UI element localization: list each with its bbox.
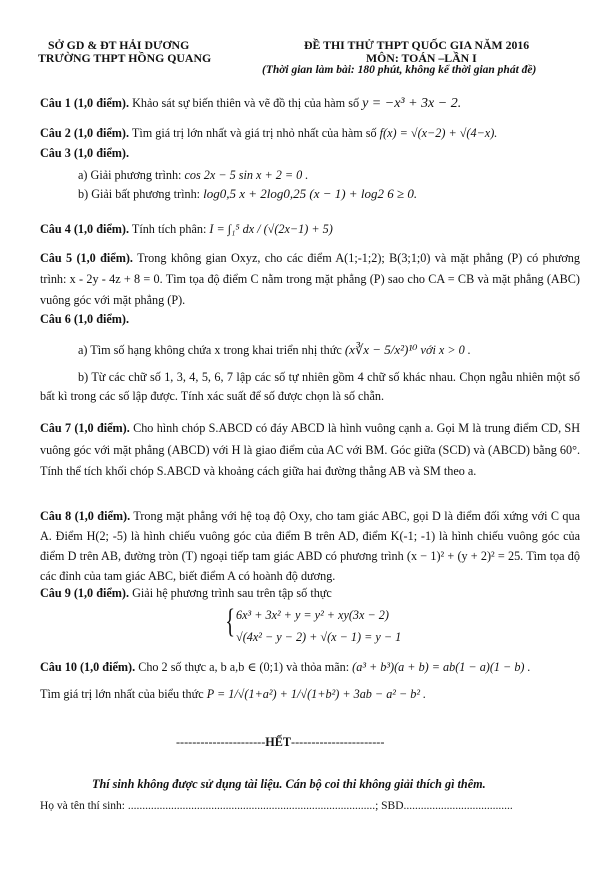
- exam-duration: (Thời gian làm bài: 180 phút, không kể thời gian phát đề): [262, 64, 537, 76]
- part-text: Giải phương trình:: [90, 168, 182, 182]
- question-text: Cho 2 số thực a, b a,b ∈ (0;1) và thỏa mãn:: [138, 660, 350, 674]
- question-text: Tính tích phân:: [131, 222, 207, 236]
- part-label: a): [78, 168, 88, 182]
- question-text: Cho hình chóp S.ABCD có đáy ABCD là hình vuông cạnh a. Gọi M là trung điểm CD, SH vuông góc với mặt phẳng (ABCD) với H là giao điểm của AC với BM. Góc giữa (SCD) và (ABCD) bằng 60°. Tính thể tích khối chóp S.ABCD và khoảng cách giữa hai đường thẳng AB và SM theo a.: [40, 421, 580, 478]
- question-10: [40, 660, 531, 675]
- end-dashes-right: -----------------------: [291, 735, 385, 749]
- question-text: Tìm giá trị lớn nhất và giá trị nhỏ nhất của hàm số: [131, 126, 377, 140]
- question-10-part-2: [40, 687, 426, 702]
- system-brace: {: [225, 603, 236, 640]
- question-3b: [78, 186, 417, 202]
- part-formula: (x∛x − 5/x²)¹⁰: [344, 342, 418, 357]
- part-text: a) Tìm số hạng không chứa x trong khai triển nhị thức: [78, 343, 342, 357]
- question-formula: f(x) = √(x−2) + √(4−x).: [379, 126, 498, 140]
- end-dashes-left: ----------------------: [176, 735, 266, 749]
- question-label: Câu 5 (1,0 điểm).: [40, 251, 133, 265]
- question-text: Trong không gian Oxyz, cho các điểm A(1;-1;2); B(3;1;0) và mặt phẳng (P) có phương trình: x - 2y - 4z + 8 = 0. Tìm tọa độ điểm C nằm trong mặt phẳng (P) sao cho CA = CB và mặt phẳng (ABC) vuông góc với mặt phẳng (P).: [40, 251, 580, 307]
- exam-note: Thí sinh không được sử dụng tài liệu. Cán bộ coi thi không giải thích gì thêm.: [92, 777, 486, 791]
- question-text: Trong mặt phẳng với hệ toạ độ Oxy, cho tam giác ABC, gọi D là điểm đối xứng với C qua A. Điểm H(2; -5) là hình chiếu vuông góc của điểm B trên AD, điểm K(-1; -1) là hình chiếu vuông góc của điểm D trên AB, đường tròn (T) ngoại tiếp tam giác ABD có phương trình (x − 1)² + (y + 2)² = 25. Tìm tọa độ các đỉnh của tam giác ABC, biết điểm A có hoành độ dương.: [40, 509, 581, 583]
- question-label: Câu 10 (1,0 điểm).: [40, 660, 136, 674]
- part-formula: log0,5 x + 2log0,25 (x − 1) + log2 6 ≥ 0.: [203, 186, 418, 201]
- question-label: Câu 2 (1,0 điểm).: [40, 126, 130, 140]
- question-label: Câu 7 (1,0 điểm).: [40, 421, 130, 435]
- question-3-label: Câu 3 (1,0 điểm).: [40, 146, 130, 160]
- question-2: [40, 126, 497, 141]
- question-text: Tìm giá trị lớn nhất của biểu thức: [40, 687, 204, 701]
- question-5: [40, 248, 580, 311]
- question-text: Khảo sát sự biến thiên và vẽ đồ thị của hàm số: [132, 96, 360, 110]
- part-condition: với x > 0 .: [420, 343, 471, 357]
- part-label: b): [78, 187, 89, 201]
- part-text: b) Từ các chữ số 1, 3, 4, 5, 6, 7 lập các số tự nhiên gồm 4 chữ số khác nhau. Chọn ngẫu nhiên một số bất kì trong các số lập được. Tính xác suất để số được chọn là số chẵn.: [40, 370, 580, 403]
- end-word: HẾT: [265, 735, 292, 749]
- system-equation-2: √(4x² − y − 2) + √(x − 1) = y − 1: [236, 630, 402, 644]
- school-department: SỞ GD & ĐT HẢI DƯƠNG: [48, 38, 190, 52]
- question-text: Giải hệ phương trình sau trên tập số thực: [132, 586, 332, 600]
- school-name: TRƯỜNG THPT HỒNG QUANG: [38, 51, 212, 65]
- question-expression: P = 1/√(1+a²) + 1/√(1+b²) + 3ab − a² − b² .: [206, 687, 427, 701]
- question-1: [40, 96, 461, 112]
- system-equation-1: 6x³ + 3x² + y = y² + xy(3x − 2): [236, 608, 389, 622]
- question-condition: (a³ + b³)(a + b) = ab(1 − a)(1 − b) .: [352, 660, 531, 674]
- question-6a: [78, 342, 471, 358]
- question-label: Câu 9 (1,0 điểm).: [40, 586, 130, 600]
- question-6-label: Câu 6 (1,0 điểm).: [40, 312, 130, 326]
- end-marker: [176, 735, 384, 750]
- part-formula: cos 2x − 5 sin x + 2 = 0 .: [184, 168, 309, 182]
- question-formula: I = ∫₁⁵ dx / (√(2x−1) + 5): [209, 222, 333, 236]
- question-6b: [40, 368, 580, 406]
- question-label: Câu 8 (1,0 điểm).: [40, 509, 131, 523]
- student-info-line: Họ và tên thí sinh: ......................................................................................; SBD......................................: [40, 800, 513, 812]
- question-formula: y = −x³ + 3x − 2.: [362, 96, 462, 111]
- question-label: Câu 1 (1,0 điểm).: [40, 96, 130, 110]
- question-label: Câu 4 (1,0 điểm).: [40, 222, 130, 236]
- question-4: [40, 222, 333, 237]
- question-7: [40, 418, 580, 483]
- exam-subject: MÔN: TOÁN –LẦN I: [366, 51, 477, 65]
- exam-title: ĐỀ THI THỬ THPT QUỐC GIA NĂM 2016: [304, 38, 530, 52]
- question-8: [40, 506, 580, 586]
- question-9: [40, 586, 332, 601]
- part-text: Giải bất phương trình:: [91, 187, 201, 201]
- question-3a: [78, 168, 308, 183]
